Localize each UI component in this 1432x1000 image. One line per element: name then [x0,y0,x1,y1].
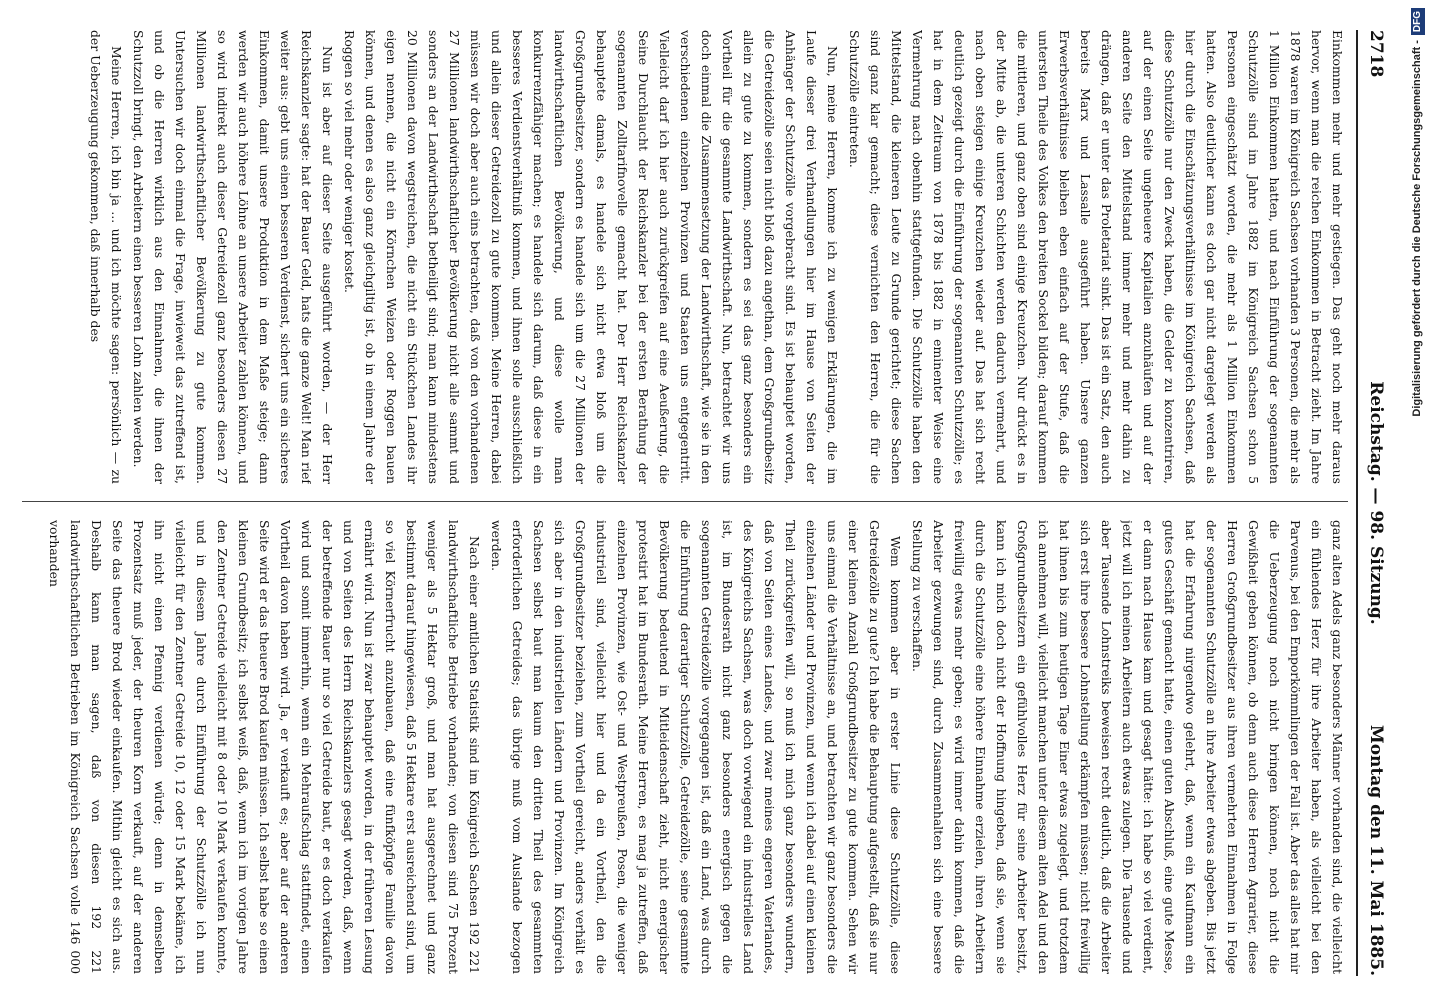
digitisation-credit [1404,8,1430,994]
paragraph: Meine Herren, ich bin ja ... und ich möchte sagen: persönlich — zu der Ueberzeugung gekommen, daß innerhalb des [88,30,124,484]
paragraph: Wem kommen aber in erster Linie diese Schutzzölle, diese Getreidezölle zu gute? Ich habe die Behauptung aufgestellt, daß sie nur einer kleinen Anzahl Großgrundbesitzer zu gute kommen. Sehen wir uns einmal die Verhältnisse an, und betrachten wir ganz besonders die einzelnen Länder und Provinzen, und wenn ich dabei auf einen kleinen Theil zurückgreifen will, so muß ich mich ganz besonders wundern, daß von Seiten eines Landes, und zwar meines engeren Vaterlandes, des Königreichs Sachsen, was doch vorwiegend ein industrielles Land ist, im Bundesrath nicht ganz besonders energisch gegen die sogenannten Getreidezölle vorgegangen ist, daß ein Land, was durch die Einführung derartiger Schutzzölle, Getreidezölle, seine gesammte Bevölkerung bedeutend in Mitleidenschaft zieht, nicht energischer protestirt hat im Bundesrath. Meine Herren, es mag ja zutreffen, daß einzelnen Provinzen, wie Ost- und Westpreußen, Posen, die weniger industriell sind, vielleicht hier und da ein Vortheil, den die Großgrundbesitzer beziehen, zum Vortheil gereicht, anders verhält es sich aber in den industriellen Ländern und Provinzen. Im Königreich Sachsen selbst baut man kaum den dritten Theil des gesammten erforderlichen Getreides; das übrige muß vom Auslande bezogen werden. [489,520,903,974]
text-column-left [22,30,1348,484]
paragraph: Einkommen mehr und mehr gestiegen. Das geht noch mehr daraus hervor, wenn man die reichen Einkommen in Betracht zieht. Im Jahre 1878 waren im Königreich Sachsen vorhanden 3 Personen, die mehr als 1 Million Einkommen hatten, und nach Einführung der sogenannten Schutzzölle sind im Jahre 1882 im Königreich Sachsen schon 5 Personen eingeschätzt worden, die mehr als 1 Million Einkommen hatten. Also deutlicher kann es doch gar nicht dargelegt werden als hier durch die Einschätzungsverhältnisse im Königreich Sachsen, daß diese Schutzzölle nur den Zweck haben, die Gelder zu konzentriren, auf der einen Seite ungeheuere Kapitalien anzuhäufen und auf der anderen Seite den Mittelstand immer mehr und mehr dahin zu drängen, daß er unter das Proletariat sinkt. Das ist ein Satz, den auch bereits Marx und Lassalle ausgeführt haben. Unsere ganzen Erwerbsverhältnisse bleiben eben einfach auf der Stufe, daß die untersten Theile des Volkes den breiten Sockel bilden; darauf kommen die mittleren, und ganz oben sind einige Kreuzchen. Nur drückt es in der Mitte ab, die unteren Schichten werden dadurch vermehrt, und nach oben steigen einige Kreuzchen wieder auf. Das hat sich recht deutlich gezeigt durch die Einführung der sogenannten Schutzzölle; es hat in dem Zeitraum von 1878 bis 1882 in eminenter Weise eine Vermehrung nach obenhin stattgefunden. Die Schutzzölle haben den Mittelstand, die kleineren Leute zu Grunde gerichtet; diese Sachen sind ganz klar gemacht; diese vernichten den Herren, die für die Schutzzölle eintreten. [847,30,1345,484]
dfg-logo: DFG [1411,8,1425,35]
page-number: 2718 [1366,30,1386,78]
session-date: Montag den 11. Mai 1885. [1366,724,1386,976]
paragraph: ganz alten Adels ganz besonders Männer vorhanden sind, die vielleicht ein fühlendes Herz für ihre Arbeiter haben, als vielleicht bei den Parvenus, bei den Emporkömmlingen der Fall ist. Aber das alles hat mir die Ueberzeugung noch nicht bringen können, noch nicht die Gewißheit geben können, ob denn auch diese Herren Agrarier, diese Herren Großgrundbesitzer aus ihren vermehrten Einnahmen in Folge der sogenannten Schutzzölle an ihre Arbeiter etwas abgeben. Bis jetzt hat die Erfahrung nirgendwo gelehrt, daß, wenn ein Kaufmann ein gutes Geschäft gemacht hatte, einen guten Abschluß, eine gute Messe, er dann nach Hause kam und gesagt hätte: ich habe so viel verdient, jetzt will ich meinen Arbeitern auch etwas zulegen. Die Tausende und aber Tausende Lohnstreiks beweisen recht deutlich, daß die Arbeiter sich erst ihre bessere Lohnstellung erkämpfen müssen; nicht freiwillig hat ihnen bis zum heutigen Tage Einer etwas zugelegt, und trotzdem ich annehmen will, vielleicht manchen unter diesem alten Adel und den Großgrundbesitzern ein gefühlvolles Herz für seine Arbeiter besitzt, kann ich mich doch nicht der Hoffnung hingeben, daß sie, wenn sie durch die Schutzzölle eine höhere Einnahme erzielen, ihren Arbeitern freiwillig etwas mehr geben; es wird immer dahin kommen, daß die Arbeiter gezwungen sind, durch Zusammenhalten sich eine bessere Stellung zu verschaffen. [910,520,1345,974]
header-rule [1356,30,1358,976]
page-header [1360,30,1386,976]
paragraph: Nun, meine Herren, komme ich zu wenigen Erklärungen, die im Laufe dieser drei Verhandlungen hier im Hause von Seiten der Anhänger der Schutzzölle vorgebracht sind. Es ist behauptet worden, die Getreidezölle seien nicht bloß dazu angethan, dem Großgrundbesitz allein zu gute zu kommen, sondern es sei das ganz besonders ein Vortheil für die gesammte Landwirthschaft. Nun, betrachtet wir uns doch einmal die Zusammensetzung der Landwirthschaft, wie sie in den verschiedenen einzelnen Provinzen und Staaten uns entgegentritt. Vielleicht darf ich hier auch zurückgreifen auf eine Aeußerung, die Seine Durchlaucht der Reichskanzler bei der ersten Berathung der sogenannten Zolltarifnovelle gemacht hat. Der Herr Reichskanzler behauptete damals, es handele sich nicht etwa bloß um die Großgrundbesitzer, sondern es handele sich um die 27 Millionen der landwirthschaftlichen Bevölkerung, und diese wolle man konkurrenzfähiger machen; es handele sich darum, daß diese in ein besseres Verdienstverhältniß kommen, und ihnen solle ausschließlich und allein dieser Getreidezoll zu gute kommen. Meine Herren, dabei müssen wir doch aber auch eins betrachten, daß von den vorhandenen 27 Millionen landwirthschaftlicher Bevölkerung nicht alle sammt und sonders an der Landwirthschaft betheiligt sind; man kann mindestens 20 Millionen davon wegstreichen, die nicht ein Stückchen Landes ihr eigen nennen, die nicht ein Körnchen Weizen oder Roggen bauen können, und denen es also ganz gleichgiltig ist, ob in einem Jahre der Roggen so viel mehr oder weniger kostet. [342,30,840,484]
credit-text: Digitalisierung gefördert durch die Deutsche Forschungsgemeinschaft - [1411,40,1423,417]
column-divider [22,501,1348,502]
session-title: Reichstag. — 98. Sitzung. [1366,381,1386,625]
text-column-right [22,520,1348,974]
paragraph: Nun ist aber auf dieser Seite ausgeführt worden, — der Herr Reichskanzler sagte: hat der Bauer Geld, hats die ganze Welt! Man rief weiter aus: gebt uns einen besseren Verdienst, sichert uns ein sicheres Einkommen, damit unsere Produktion in dem Maße steige; dann werden wir auch höhere Löhne an unsere Arbeiter zahlen können, und so wird indirekt auch dieser Getreidezoll ganz besonders diesen 27 Millionen landwirthschaftlicher Bevölkerung zu gute kommen. Untersuchen wir doch einmal die Frage, inwieweit das zutreffend ist, und ob die Herren wirklich aus den Einnahmen, die ihnen der Schutzzoll bringt, den Arbeitern einen besseren Lohn zahlen werden. [131,30,335,484]
paragraph: Nach einer amtlichen Statistik sind im Königreich Sachsen 192 221 landwirthschaftliche Betriebe vorhanden; von diesen sind 75 Prozent weniger als 5 Hektar groß, und man hat ausgerechnet und ganz bestimmt darauf hingewiesen, daß 5 Hektare erst ausreichend sind, um so viel Körnerfrucht anzubauen, daß eine fünfköpfige Familie davon ernährt wird. Nun ist zwar behauptet worden, in der früheren Lesung und von Seiten des Herrn Reichskanzlers gesagt worden, daß, wenn der betreffende Bauer nur so viel Getreide baut, er es doch verkaufen wird und somit immerhin, wenn ein Mehraufschlag stattfindet, einen Vortheil davon haben wird. Ja, er verkauft es; aber auf der anderen Seite wird er das theuere Brod kaufen müssen. Ich selbst habe so einen kleinen Grundbesitz; ich selbst weiß, daß, wenn ich im vorigen Jahre den Zentner Getreide vielleicht mit 8 oder 10 Mark verkaufen konnte, und in diesem Jahre durch Einführung der Schutzzölle ich nun vielleicht für den Zentner Getreide 10, 12 oder 15 Mark bekäme, ich ihn nicht einen Pfennig verdienen würde; denn in demselben Prozentsatz muß jeder, der theuren Korn verkauft, auf der anderen Seite das theuere Brod wieder einkaufen. Mithin gleicht es sich aus. Deshalb kann man sagen, daß von diesen 192 221 landwirthschaftlichen Betrieben im Königreich Sachsen volle 146 000 vorhanden [47,520,482,974]
